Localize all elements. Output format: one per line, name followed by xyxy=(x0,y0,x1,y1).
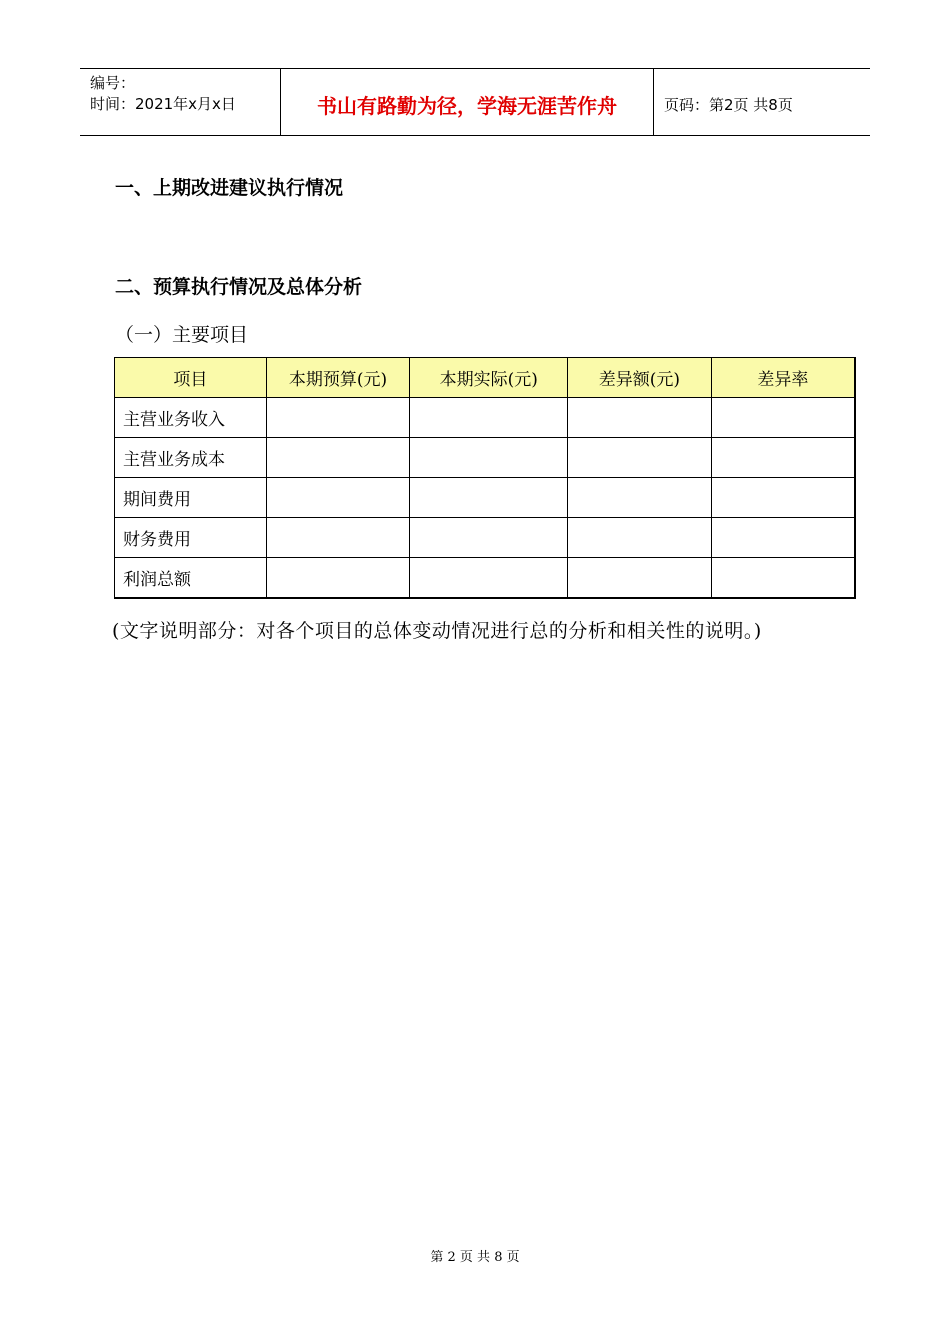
header-meta xyxy=(80,69,281,135)
table-row xyxy=(115,438,856,478)
page-footer: 第 2 页 共 8 页 xyxy=(430,1250,520,1265)
row-label: 期间费用 xyxy=(115,478,267,518)
table-cell xyxy=(711,478,855,518)
table-cell xyxy=(711,518,855,558)
table-row xyxy=(115,478,856,518)
table-header-row xyxy=(115,358,856,398)
table-cell xyxy=(266,518,410,558)
table-cell xyxy=(266,398,410,438)
table-row xyxy=(115,518,856,558)
table-cell xyxy=(410,438,568,478)
table-cell xyxy=(410,518,568,558)
table-cell xyxy=(568,438,712,478)
column-header-actual: 本期实际(元) xyxy=(410,358,568,398)
row-label: 主营业务收入 xyxy=(115,398,267,438)
section-title-improvement: 一、上期改进建议执行情况 xyxy=(115,177,344,199)
budget-table xyxy=(114,357,856,599)
table-cell xyxy=(711,398,855,438)
column-header-variance: 差异额(元) xyxy=(568,358,712,398)
table-cell xyxy=(266,478,410,518)
table-cell xyxy=(568,478,712,518)
date-text: 时间：2021年x月x日 xyxy=(90,95,236,113)
column-header-item: 项目 xyxy=(115,358,267,398)
header-motto: 书山有路勤为径，学海无涯苦作舟 xyxy=(281,69,654,135)
table-cell xyxy=(410,478,568,518)
subsection-title-main-items: （一）主要项目 xyxy=(115,324,249,346)
header-page-info: 页码：第2页 共8页 xyxy=(664,95,793,114)
serial-number-label: 编号： xyxy=(90,74,136,92)
column-header-variance-rate: 差异率 xyxy=(711,358,855,398)
table-cell xyxy=(410,558,568,598)
table-cell xyxy=(711,438,855,478)
row-label: 财务费用 xyxy=(115,518,267,558)
description-paragraph: (文字说明部分：对各个项目的总体变动情况进行总的分析和相关性的说明。) xyxy=(112,620,762,642)
document-header xyxy=(80,68,870,136)
table-row xyxy=(115,398,856,438)
table-cell xyxy=(410,398,568,438)
table-row xyxy=(115,558,856,598)
row-label: 利润总额 xyxy=(115,558,267,598)
column-header-budget: 本期预算(元) xyxy=(266,358,410,398)
table-cell xyxy=(266,558,410,598)
table-cell xyxy=(568,518,712,558)
table-cell xyxy=(568,398,712,438)
table-cell xyxy=(711,558,855,598)
section-title-budget-analysis: 二、预算执行情况及总体分析 xyxy=(115,276,363,298)
table-cell xyxy=(568,558,712,598)
table-cell xyxy=(266,438,410,478)
row-label: 主营业务成本 xyxy=(115,438,267,478)
